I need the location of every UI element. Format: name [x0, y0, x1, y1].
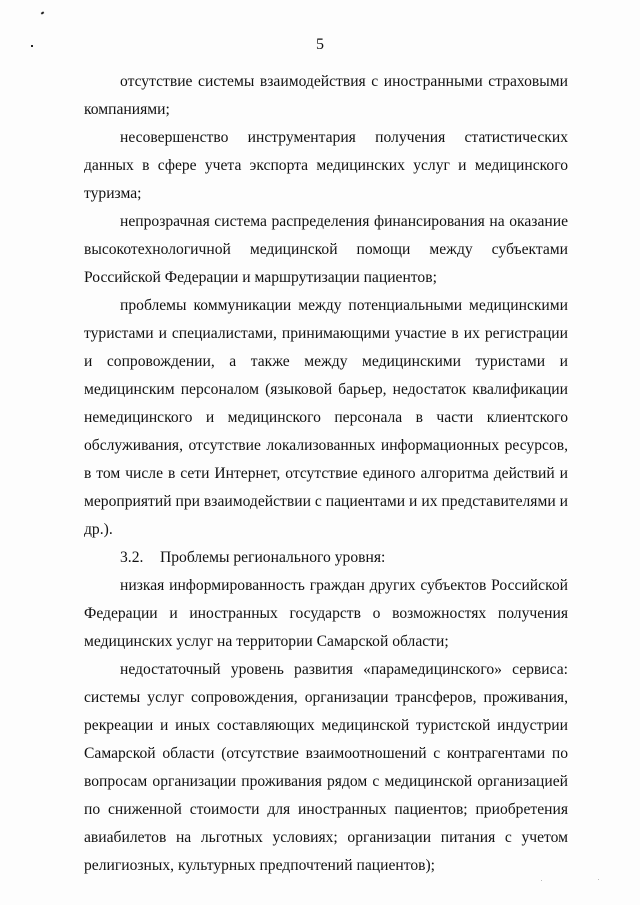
- paragraph: проблемы коммуникации между потенциальными медицинскими туристами и специалистами, принимающими участие в их регистрации и сопровождении, а также между медицинскими туристами и медицинским персоналом (языковой барьер, недостаток квалификации немедицинского и медицинского персонала в части клиентского обслуживания, отсутствие локализованных информационных ресурсов, в том числе в сети Интернет, отсутствие единого алгоритма действий и мероприятий при взаимодействии с пациентами и их представителями и др.).: [84, 297, 568, 538]
- section-heading: [84, 544, 568, 572]
- page-number: 5: [316, 36, 324, 53]
- scan-speck: [41, 11, 45, 14]
- paragraph: низкая информированность граждан других субъектов Российской Федерации и иностранных государств о возможностях получения медицинских услуг на территории Самарской области;: [84, 577, 568, 650]
- paragraph: несовершенство инструментария получения статистических данных в сфере учета экспорта медицинских услуг и медицинского туризма;: [84, 129, 568, 202]
- scan-speck: [541, 880, 542, 881]
- paragraph: недостаточный уровень развития «парамедицинского» сервиса: системы услуг сопровождения, организации трансферов, проживания, рекреации и иных составляющих медицинской туристской индустрии Самарской области (отсутствие взаимоотношений с контрагентами по вопросам организации проживания рядом с медицинской организацией по сниженной стоимости для иностранных пациентов; приобретения авиабилетов на льготных условиях; организации питания с учетом религиозных, культурных предпочтений пациентов);: [84, 661, 568, 874]
- scan-speck: [598, 879, 599, 880]
- paragraph: отсутствие системы взаимодействия с иностранными страховыми компаниями;: [84, 73, 568, 118]
- body-text: [84, 68, 568, 880]
- section-title: Проблемы регионального уровня:: [160, 549, 386, 566]
- paragraph: непрозрачная система распределения финансирования на оказание высокотехнологичной медицинской помощи между субъектами Российской Федерации и маршрутизации пациентов;: [84, 213, 568, 286]
- section-number: 3.2.: [120, 549, 144, 566]
